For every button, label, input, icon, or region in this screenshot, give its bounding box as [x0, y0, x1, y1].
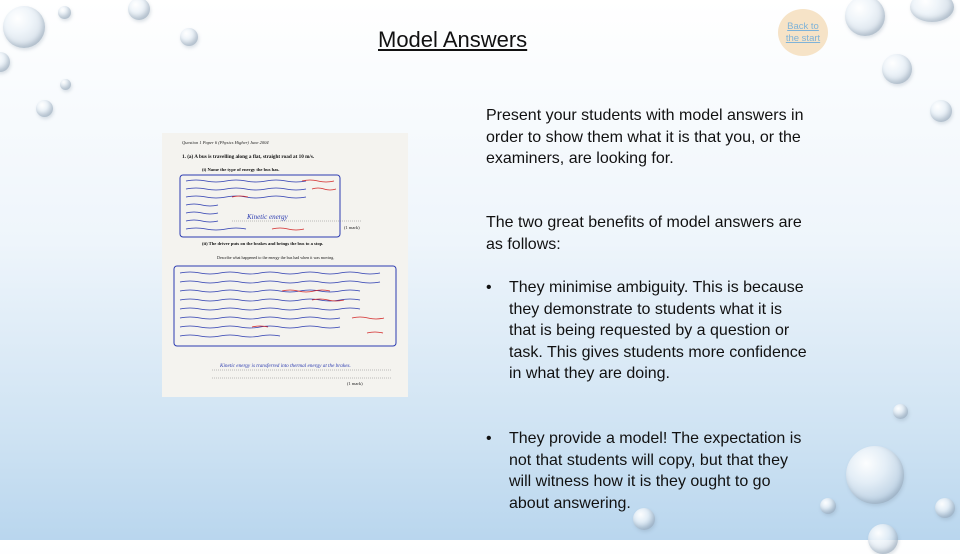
bubble-decoration	[846, 446, 904, 504]
bubble-decoration	[58, 6, 71, 19]
worksheet-final-answer: Kinetic energy is transferred into thermal energy at the brakes.	[220, 363, 351, 369]
bubble-decoration	[0, 52, 10, 72]
bubble-decoration	[935, 498, 955, 518]
model-answer-worksheet-image	[162, 133, 408, 397]
worksheet-header: Question 1 Paper 6 (Physics Higher) June 2004	[182, 140, 269, 145]
bubble-decoration	[910, 0, 954, 22]
bubble-decoration	[820, 498, 836, 514]
bubble-decoration	[180, 28, 198, 46]
bubble-decoration	[845, 0, 885, 36]
benefits-intro-paragraph: The two great benefits of model answers are as follows:	[486, 214, 802, 253]
bubble-decoration	[893, 404, 908, 419]
bullet-symbol: •	[486, 430, 492, 447]
worksheet-mark-1: (1 mark)	[344, 225, 360, 230]
worksheet-q1a: 1. (a) A bus is travelling along a flat, straight road at 10 m/s.	[182, 154, 315, 160]
worksheet-answer-line: Kinetic energy	[247, 213, 288, 221]
bubble-decoration	[36, 100, 53, 117]
benefit-text: They minimise ambiguity. This is because they demonstrate to students what it is that is being requested by a question or task. This gives students more confidence in what they are doing.	[509, 279, 807, 382]
bubble-decoration	[882, 54, 912, 84]
intro-paragraph: Present your students with model answers in order to show them what it is that you, or the examiners, are looking for.	[486, 107, 804, 167]
bubble-decoration	[60, 79, 71, 90]
bubble-decoration	[3, 6, 45, 48]
bubble-decoration	[930, 100, 952, 122]
benefit-text: They provide a model! The expectation is not that students will copy, but that they will witness how it is they ought to go about answering.	[509, 430, 802, 512]
worksheet-mark-2: (1 mark)	[347, 381, 363, 386]
back-to-start-label: Back to the start	[785, 20, 821, 44]
bullet-symbol: •	[486, 279, 492, 296]
worksheet-q1a-i: (i) Name the type of energy the bus has.	[202, 167, 280, 172]
bubble-decoration	[128, 0, 150, 20]
worksheet-q1a-ii: (ii) The driver puts on the brakes and brings the bus to a stop.	[202, 241, 324, 246]
bubble-decoration	[868, 524, 898, 554]
worksheet-q1a-ii-b: Describe what happened to the energy the bus had when it was moving.	[217, 255, 335, 260]
benefit-bullet	[486, 277, 816, 385]
page-title: Model Answers	[378, 27, 528, 52]
back-to-start-button[interactable]	[778, 9, 828, 56]
benefit-bullet	[486, 428, 816, 514]
